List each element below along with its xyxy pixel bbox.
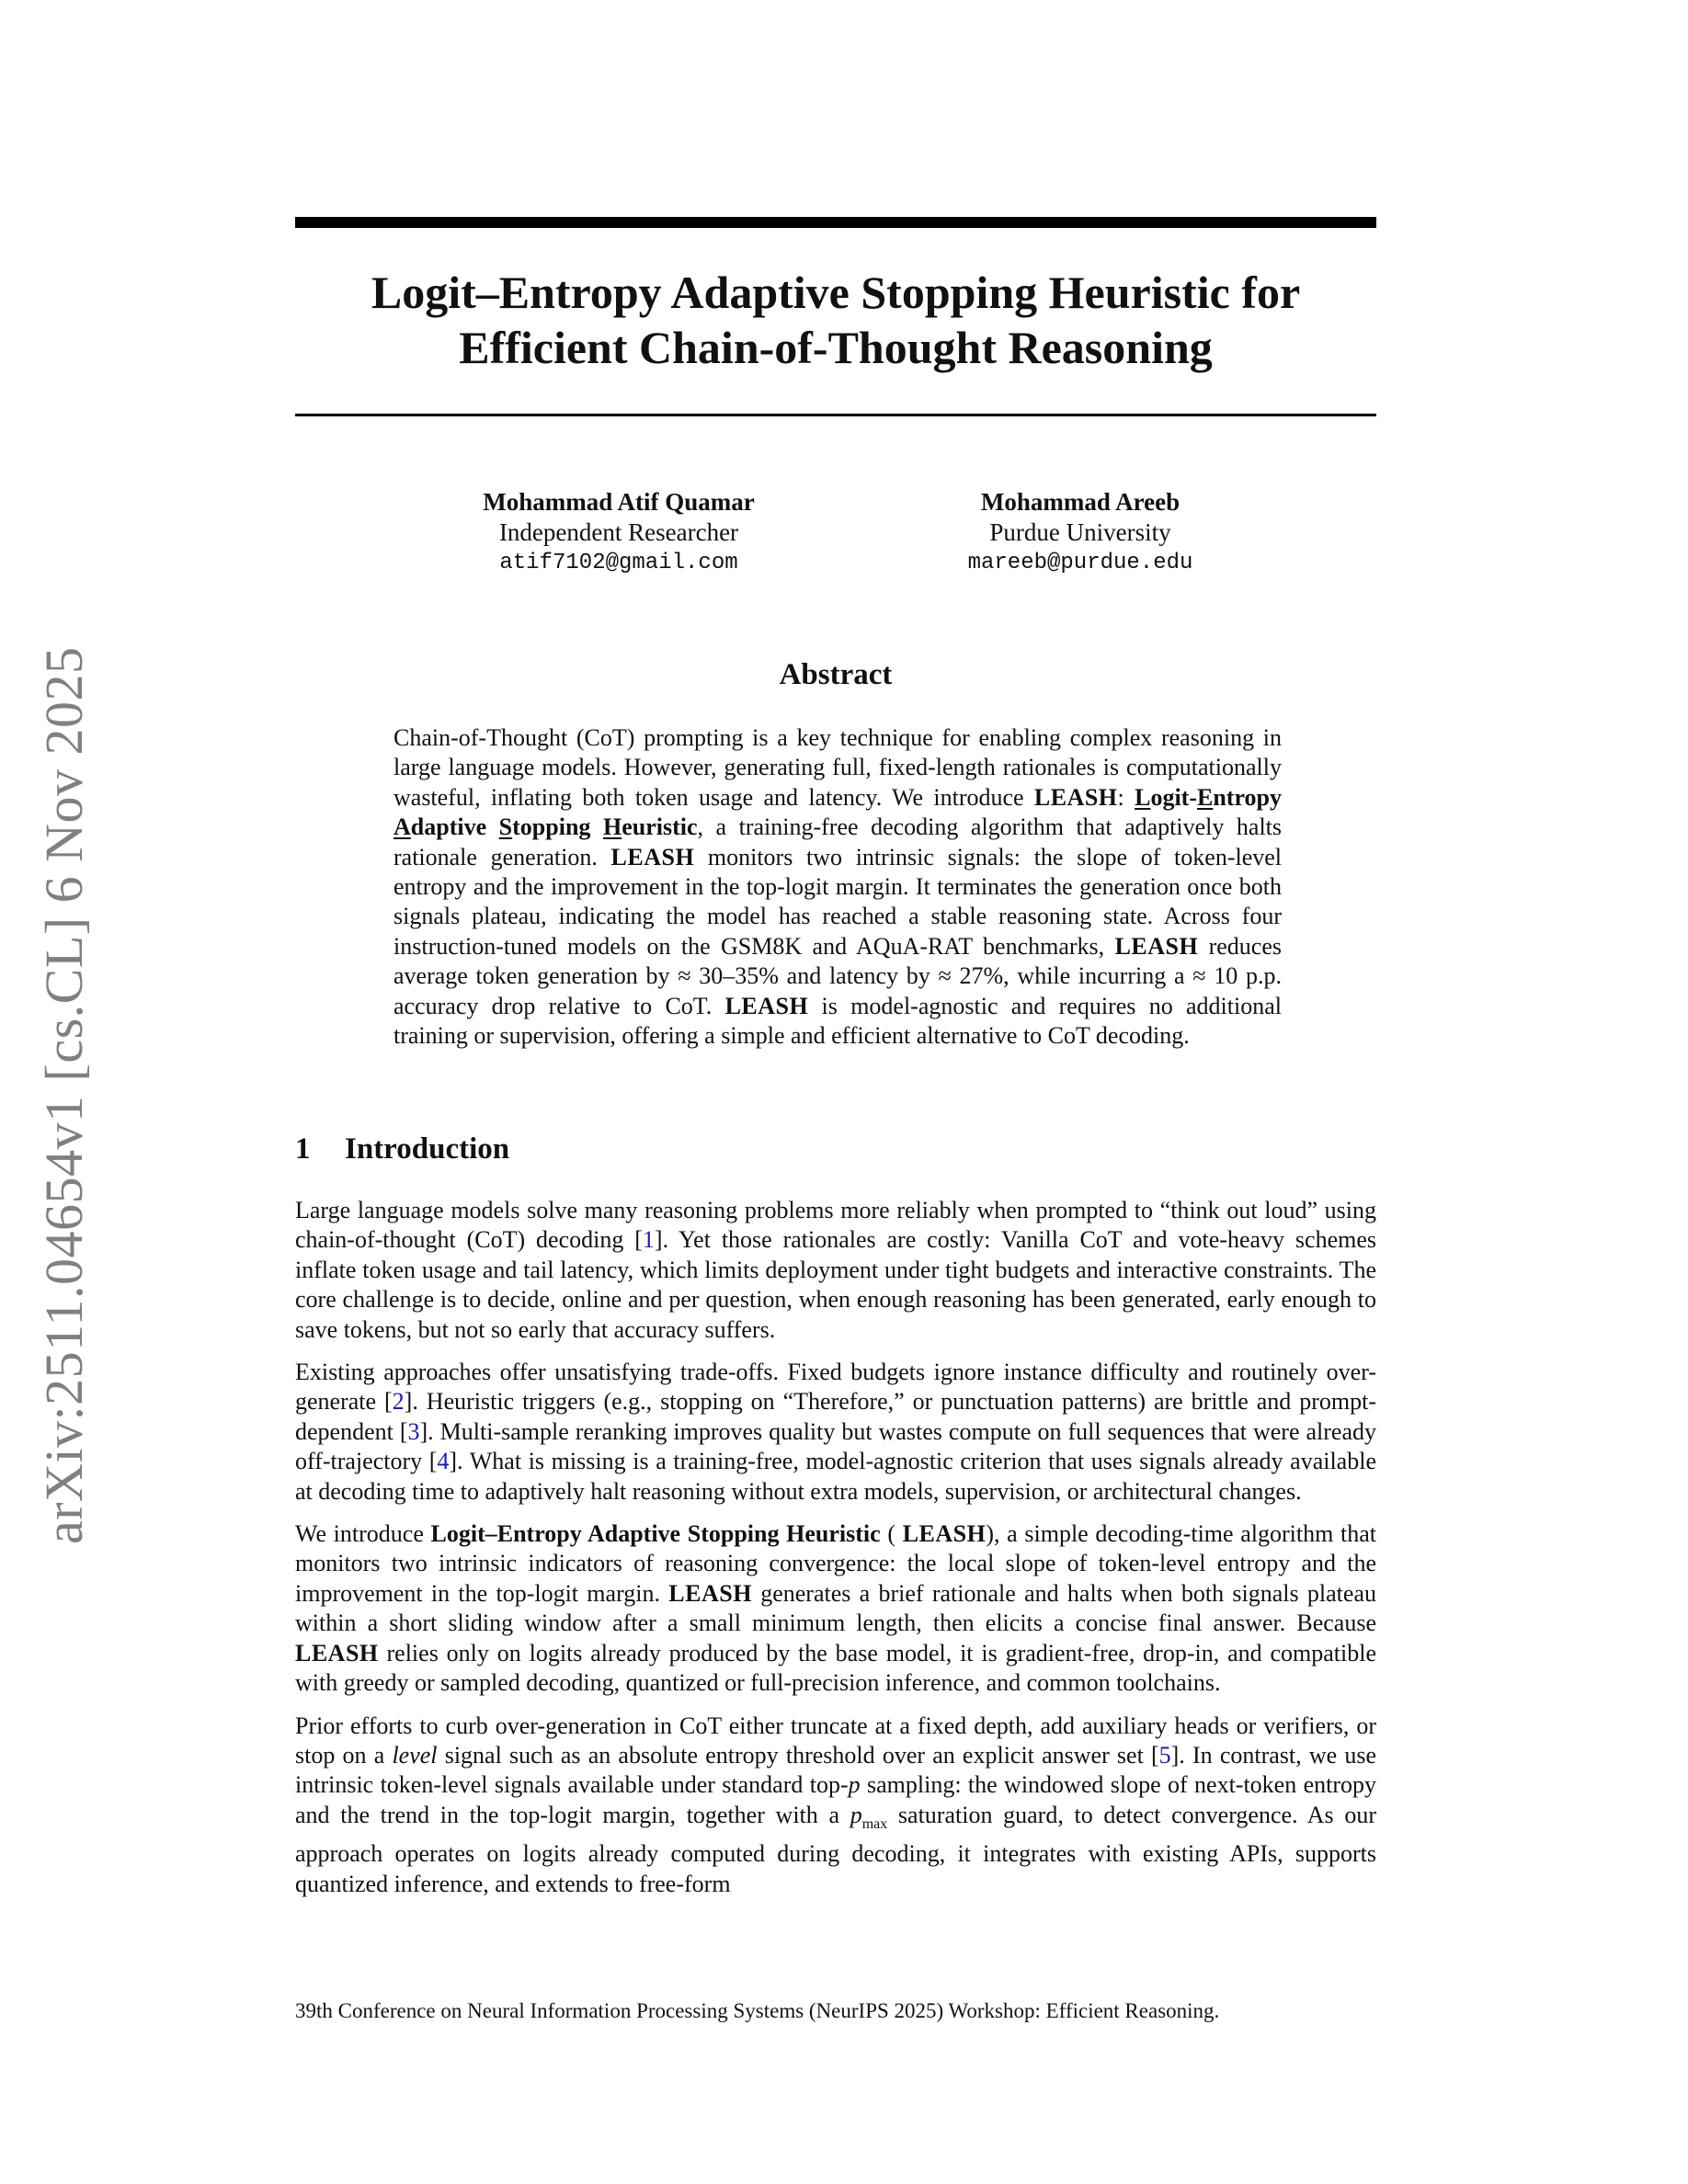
title-line-2: Efficient Chain-of-Thought Reasoning	[459, 322, 1213, 373]
leash-name: LEASH	[610, 843, 695, 870]
paragraph-text: ]. In contrast, we use intrinsic token-level signals available under standard top-	[295, 1741, 1376, 1799]
citation-link[interactable]: 1	[642, 1226, 655, 1254]
paragraph-text: saturation guard, to detect convergence. As our approach operates on logits already computed during decoding, it integrates with existing APIs, supports quantized inference, and extends to free-form	[295, 1801, 1377, 1897]
acronym-letter: A	[393, 813, 411, 841]
paragraph-text: Existing approaches offer unsatisfying trade-offs. Fixed budgets ignore instance difficulty and routinely over-generate [	[295, 1359, 1376, 1416]
abstract-text: is model-agnostic and requires no additional training or supervision, offering a simple and efficient alternative to CoT decoding.	[393, 992, 1282, 1050]
author-email[interactable]: atif7102@gmail.com	[499, 551, 738, 575]
citation-link[interactable]: 3	[407, 1417, 420, 1445]
paragraph	[295, 1358, 1376, 1507]
paragraph	[295, 1519, 1376, 1698]
abstract-text: monitors two intrinsic signals: the slope of token-level entropy and the improvement in the top-logit margin. It terminates the generation once both signals plateau, indicating the model has reached a stable reasoning state. Across four instruction-tuned models on the GSM8K and AQuA-RAT benchmarks,	[393, 843, 1282, 960]
leash-name: LEASH	[902, 1520, 987, 1548]
paragraph-text: Prior efforts to curb over-generation in CoT either truncate at a fixed depth, add auxiliary heads or verifiers, or stop on a	[295, 1712, 1376, 1769]
paragraph-text: , a simple decoding-time algorithm that monitors two intrinsic indicators of reasoning convergence: the local slope of token-level entropy and the improvement in the top-logit margin.	[295, 1520, 1376, 1607]
leash-name: LEASH	[295, 1639, 379, 1666]
leash-name: LEASH	[1033, 783, 1118, 811]
title-top-rule	[295, 217, 1376, 228]
paragraph-text: ]. Multi-sample reranking improves quality but wastes compute on full sequences that were already off-trajectory [	[295, 1417, 1376, 1475]
paragraph	[295, 1196, 1376, 1345]
section-number: 1	[295, 1132, 311, 1166]
paragraph-text: We introduce	[295, 1520, 431, 1548]
acronym-letter: L	[1135, 783, 1151, 811]
paragraph-text: relies only on logits already produced by the base model, it is gradient-free, drop-in, and compatible with greedy or sampled decoding, quantized or full-precision inference, and common toolchains.	[295, 1639, 1376, 1697]
paragraph	[295, 1712, 1376, 1900]
acronym-rest: ogit-	[1150, 783, 1197, 811]
acronym-rest: ntropy	[1213, 783, 1282, 811]
citation-link[interactable]: 2	[392, 1388, 405, 1416]
abstract-heading: Abstract	[779, 658, 893, 691]
leash-name: LEASH	[1114, 932, 1199, 960]
paragraph-text: (	[880, 1520, 903, 1548]
author-email[interactable]: mareeb@purdue.edu	[967, 551, 1193, 575]
method-full-name: Logit–Entropy Adaptive Stopping Heuristic	[430, 1520, 881, 1548]
paragraph-text: ]. What is missing is a training-free, model-agnostic criterion that uses signals already available at decoding time to adaptively halt reasoning without extra models, supervision, or architectural changes.	[295, 1448, 1376, 1505]
title-bottom-rule	[295, 414, 1376, 416]
author-name: Mohammad Areeb	[980, 488, 1180, 516]
paper-title	[295, 265, 1376, 375]
paragraph-text: signal such as an absolute entropy threshold over an explicit answer set [	[437, 1741, 1159, 1769]
citation-link[interactable]: 5	[1158, 1741, 1171, 1769]
paragraph-text: Large language models solve many reasoning problems more reliably when prompted to “think out loud” using chain-of-thought (CoT) decoding [	[295, 1197, 1376, 1254]
conference-footnote: 39th Conference on Neural Information Processing Systems (NeurIPS 2025) Workshop: Efficient Reasoning.	[295, 1999, 1220, 2022]
paragraph-text: ]. Yet those rationales are costly: Vanilla CoT and vote-heavy schemes inflate token usage and tail latency, which limits deployment under tight budgets and interactive constraints. The core challenge is to decide, online and per question, when enough reasoning has been generated, early enough to save tokens, but not so early that accuracy suffers.	[295, 1226, 1376, 1343]
acronym-rest: euristic	[622, 813, 698, 841]
abstract-text: , a training-free decoding algorithm that adaptively halts rationale generation.	[393, 813, 1283, 870]
acronym-letter: E	[1196, 783, 1214, 811]
author-affiliation: Purdue University	[989, 518, 1171, 546]
abstract-text: Chain-of-Thought (CoT) prompting is a key technique for enabling complex reasoning in large language models. However, generating full, fixed-length rationales is computationally wasteful, inflating both token usage and latency. We introduce	[393, 724, 1282, 811]
math-subscript: max	[861, 1815, 888, 1832]
math-variable: p	[850, 1801, 862, 1828]
citation-link[interactable]: 4	[437, 1448, 450, 1475]
abstract-body	[393, 723, 1282, 1051]
author-affiliation: Independent Researcher	[498, 518, 739, 546]
section-heading-introduction	[295, 1131, 509, 1167]
arxiv-identifier-stamp: arXiv:2511.04654v1 [cs.CL] 6 Nov 2025	[34, 646, 94, 1544]
paragraph-text: generates a brief rationale and halts when both signals plateau within a short sliding window after a small minimum length, then elicits a concise final answer. Because	[295, 1579, 1376, 1637]
emphasis-text: level	[392, 1741, 438, 1769]
author-block-2	[869, 487, 1292, 578]
paragraph-text: )	[986, 1520, 995, 1548]
abstract-text: reduces average token generation by ≈ 30–35% and latency by ≈ 27%, while incurring a ≈ 10 p.p. accuracy drop relative to CoT.	[393, 932, 1282, 1019]
math-variable: p	[848, 1771, 861, 1799]
title-line-1: Logit–Entropy Adaptive Stopping Heuristic for	[371, 267, 1301, 318]
acronym-rest: daptive	[410, 813, 499, 841]
paragraph-text: sampling: the windowed slope of next-token entropy and the trend in the top-logit margin, together with a	[295, 1771, 1377, 1828]
author-name: Mohammad Atif Quamar	[483, 488, 755, 516]
paragraph-text: ]. Heuristic triggers (e.g., stopping on “Therefore,” or punctuation patterns) are brittle and prompt-dependent [	[295, 1388, 1376, 1445]
abstract-text: :	[1117, 783, 1135, 811]
acronym-rest: topping	[512, 813, 603, 841]
leash-name: LEASH	[724, 992, 809, 1019]
leash-name: LEASH	[668, 1579, 752, 1607]
introduction-body	[295, 1196, 1376, 1912]
math-pmax	[850, 1801, 888, 1832]
section-title: Introduction	[345, 1132, 510, 1166]
author-block-1	[407, 487, 830, 578]
acronym-letter: S	[498, 813, 513, 841]
acronym-letter: H	[602, 813, 622, 841]
